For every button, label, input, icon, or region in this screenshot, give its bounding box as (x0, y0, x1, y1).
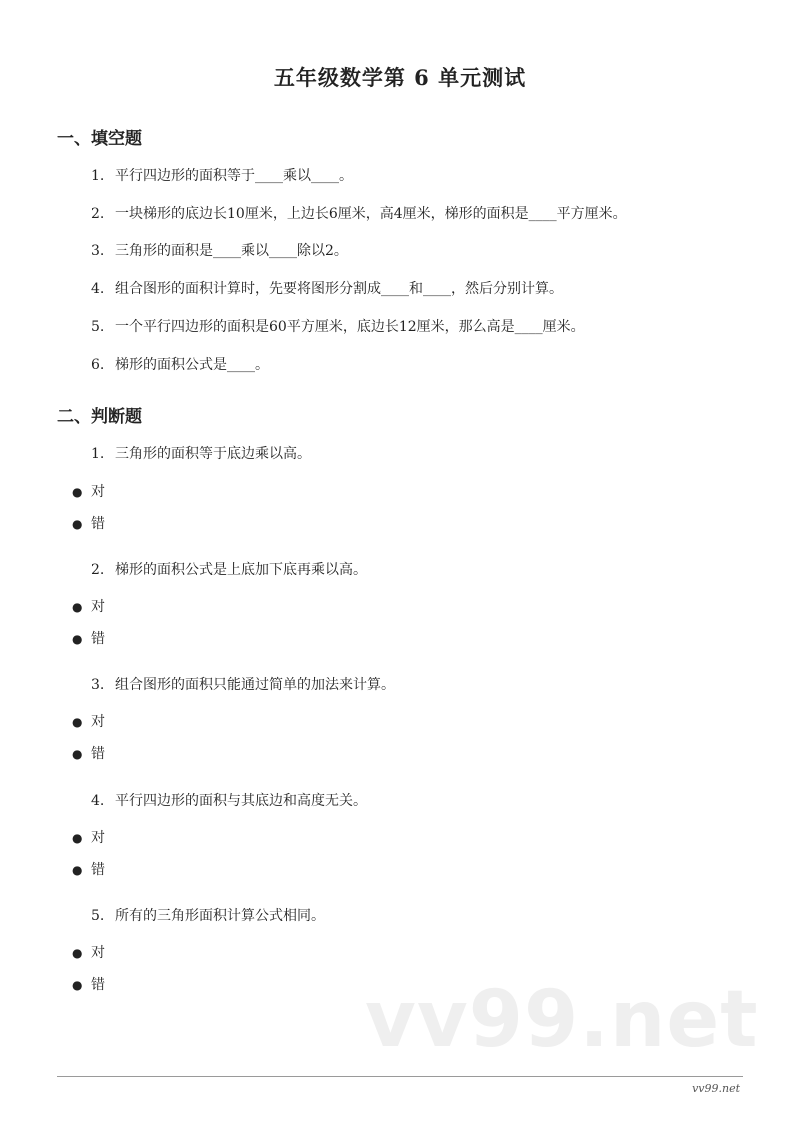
option-false[interactable] (72, 859, 105, 879)
bullet-icon: ● (72, 978, 83, 992)
option-label: 错 (91, 516, 105, 532)
question-number: 3. (91, 243, 105, 259)
question-text: 三角形的面积等于底边乘以高。 (115, 446, 311, 462)
fill-question-3 (91, 240, 348, 260)
fill-question-4 (91, 278, 563, 298)
option-label: 对 (91, 599, 105, 615)
question-text: 组合图形的面积只能通过简单的加法来计算。 (115, 677, 395, 693)
bullet-icon: ● (72, 863, 83, 877)
option-true[interactable] (72, 481, 105, 501)
question-number: 2. (91, 562, 105, 578)
tf-question-4 (91, 790, 367, 810)
question-number: 1. (91, 446, 105, 462)
fill-question-5 (91, 316, 585, 336)
question-text: 梯形的面积公式是上底加下底再乘以高。 (115, 562, 367, 578)
page-title: 五年级数学第 6 单元测试 (273, 65, 527, 90)
option-false[interactable] (72, 628, 105, 648)
tf-question-3 (91, 674, 395, 694)
footer-divider (57, 1076, 743, 1077)
option-true[interactable] (72, 942, 105, 962)
bullet-icon: ● (72, 715, 83, 729)
fill-question-2 (91, 203, 627, 223)
question-number: 3. (91, 677, 105, 693)
section-heading-fill-blanks: 一、填空题 (57, 129, 142, 149)
question-number: 5. (91, 319, 105, 335)
question-number: 4. (91, 281, 105, 297)
option-false[interactable] (72, 974, 105, 994)
question-number: 1. (91, 168, 105, 184)
option-label: 错 (91, 862, 105, 878)
question-text: 平行四边形的面积与其底边和高度无关。 (115, 793, 367, 809)
tf-question-1 (91, 443, 311, 463)
tf-question-2 (91, 559, 367, 579)
tf-question-5 (91, 905, 325, 925)
question-text: 平行四边形的面积等于____乘以____。 (115, 168, 353, 184)
option-label: 错 (91, 977, 105, 993)
footer-site-label: vv99.net (692, 1082, 740, 1095)
option-false[interactable] (72, 513, 105, 533)
option-label: 错 (91, 746, 105, 762)
fill-question-1 (91, 165, 353, 185)
question-text: 所有的三角形面积计算公式相同。 (115, 908, 325, 924)
bullet-icon: ● (72, 485, 83, 499)
question-text: 一个平行四边形的面积是60平方厘米，底边长12厘米，那么高是____厘米。 (115, 319, 585, 335)
option-true[interactable] (72, 711, 105, 731)
option-true[interactable] (72, 596, 105, 616)
section-heading-true-false: 二、判断题 (57, 407, 142, 427)
bullet-icon: ● (72, 946, 83, 960)
question-number: 4. (91, 793, 105, 809)
question-number: 2. (91, 206, 105, 222)
option-false[interactable] (72, 743, 105, 763)
question-text: 梯形的面积公式是____。 (115, 357, 269, 373)
option-label: 错 (91, 631, 105, 647)
question-text: 一块梯形的底边长10厘米，上边长6厘米，高4厘米，梯形的面积是____平方厘米。 (115, 206, 627, 222)
option-label: 对 (91, 945, 105, 961)
option-true[interactable] (72, 827, 105, 847)
option-label: 对 (91, 484, 105, 500)
bullet-icon: ● (72, 600, 83, 614)
option-label: 对 (91, 830, 105, 846)
fill-question-6 (91, 354, 269, 374)
question-text: 三角形的面积是____乘以____除以2。 (115, 243, 348, 259)
bullet-icon: ● (72, 747, 83, 761)
bullet-icon: ● (72, 632, 83, 646)
watermark: vv99.net (365, 975, 759, 1065)
bullet-icon: ● (72, 517, 83, 531)
question-number: 6. (91, 357, 105, 373)
question-number: 5. (91, 908, 105, 924)
bullet-icon: ● (72, 831, 83, 845)
option-label: 对 (91, 714, 105, 730)
question-text: 组合图形的面积计算时，先要将图形分割成____和____，然后分别计算。 (115, 281, 563, 297)
